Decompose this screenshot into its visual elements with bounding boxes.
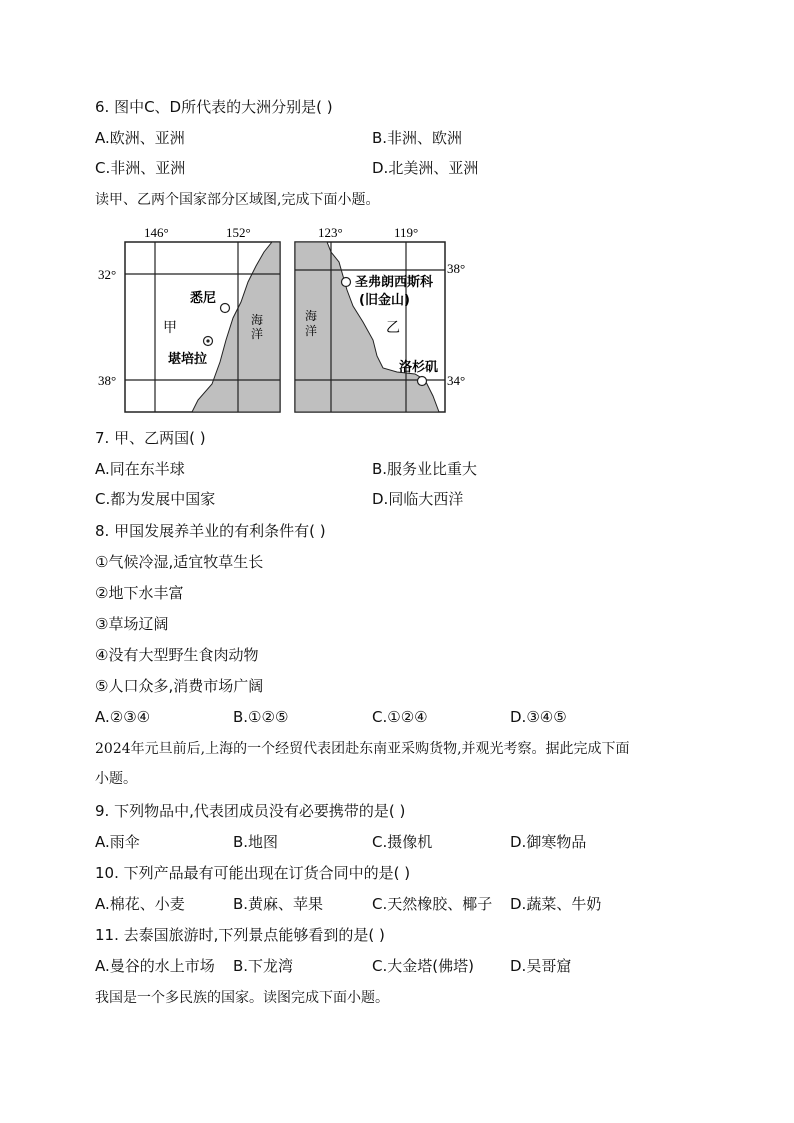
city-label-san-francisco: 圣弗朗西斯科 (355, 275, 434, 290)
q10-option-d: D.蔬菜、牛奶 (510, 895, 602, 913)
q11-option-b: B.下龙湾 (233, 957, 294, 975)
trade-intro-line-2: 小题。 (95, 771, 137, 787)
lat-label-38: 38° (98, 373, 117, 388)
q7-option-b: B.服务业比重大 (372, 460, 478, 478)
ocean-label-2: 洋 (251, 327, 264, 341)
maps-intro: 读甲、乙两个国家部分区域图,完成下面小题。 (95, 192, 380, 208)
q7-option-a: A.同在东半球 (95, 460, 185, 478)
q6-option-a: A.欧洲、亚洲 (95, 129, 185, 147)
q7-option-d: D.同临大西洋 (372, 490, 464, 508)
q10-option-a: A.棉花、小麦 (95, 895, 185, 913)
lat-label-34: 34° (447, 373, 466, 388)
q8-option-b: B.①②⑤ (233, 708, 289, 726)
lon-label-119: 119° (394, 225, 419, 240)
map-jia (98, 222, 282, 417)
q6-option-d: D.北美洲、亚洲 (372, 159, 479, 177)
lat-label-32: 32° (98, 267, 117, 282)
q10-option-b: B.黄麻、苹果 (233, 895, 324, 913)
q11-option-a: A.曼谷的水上市场 (95, 957, 215, 975)
q8-item-1: ①气候冷湿,适宜牧草生长 (95, 553, 264, 571)
q8-option-c: C.①②④ (372, 708, 428, 726)
city-marker-san-francisco (342, 278, 351, 287)
ocean-label-1: 海 (305, 309, 318, 323)
ocean-label-1: 海 (251, 313, 264, 327)
city-marker-sydney (221, 304, 230, 313)
q9-option-d: D.御寒物品 (510, 833, 587, 851)
q8-item-4: ④没有大型野生食肉动物 (95, 646, 259, 664)
q8-stem: 8. 甲国发展养羊业的有利条件有( ) (95, 522, 326, 540)
q7-option-c: C.都为发展中国家 (95, 490, 216, 508)
q11-option-c: C.大金塔(佛塔) (372, 957, 474, 975)
q6-stem: 6. 图中C、D所代表的大洲分别是( ) (95, 98, 333, 116)
q6-option-b: B.非洲、欧洲 (372, 129, 463, 147)
q10-stem: 10. 下列产品最有可能出现在订货合同中的是( ) (95, 864, 411, 882)
country-label-jia: 甲 (163, 321, 177, 336)
city-label-san-francisco-alt: (旧金山) (359, 293, 410, 308)
q10-option-c: C.天然橡胶、椰子 (372, 895, 493, 913)
q8-option-a: A.②③④ (95, 708, 151, 726)
ocean-label-2: 洋 (305, 324, 318, 338)
city-label-canberra: 堪培拉 (168, 352, 208, 367)
lon-label-123: 123° (318, 225, 343, 240)
q9-option-b: B.地图 (233, 833, 279, 851)
trade-intro-line-1: 2024年元旦前后,上海的一个经贸代表团赴东南亚采购货物,并观光考察。据此完成下面 (95, 741, 630, 757)
lon-label-146: 146° (144, 225, 169, 240)
q8-option-d: D.③④⑤ (510, 708, 567, 726)
q11-option-d: D.吴哥窟 (510, 957, 572, 975)
lon-label-152: 152° (226, 225, 251, 240)
country-label-yi: 乙 (386, 321, 400, 336)
q7-stem: 7. 甲、乙两国( ) (95, 429, 206, 447)
q8-item-3: ③草场辽阔 (95, 615, 169, 633)
city-label-los-angeles: 洛杉矶 (399, 360, 439, 375)
q6-option-c: C.非洲、亚洲 (95, 159, 186, 177)
q8-item-2: ②地下水丰富 (95, 584, 184, 602)
q11-stem: 11. 去泰国旅游时,下列景点能够看到的是( ) (95, 926, 385, 944)
city-marker-los-angeles (418, 377, 427, 386)
ethnic-intro: 我国是一个多民族的国家。读图完成下面小题。 (95, 990, 389, 1006)
city-label-sydney: 悉尼 (190, 291, 217, 306)
lat-label-38: 38° (447, 261, 466, 276)
q9-option-a: A.雨伞 (95, 833, 140, 851)
q9-option-c: C.摄像机 (372, 833, 433, 851)
q8-item-5: ⑤人口众多,消费市场广阔 (95, 677, 264, 695)
map-yi (293, 222, 473, 417)
q9-stem: 9. 下列物品中,代表团成员没有必要携带的是( ) (95, 802, 406, 820)
